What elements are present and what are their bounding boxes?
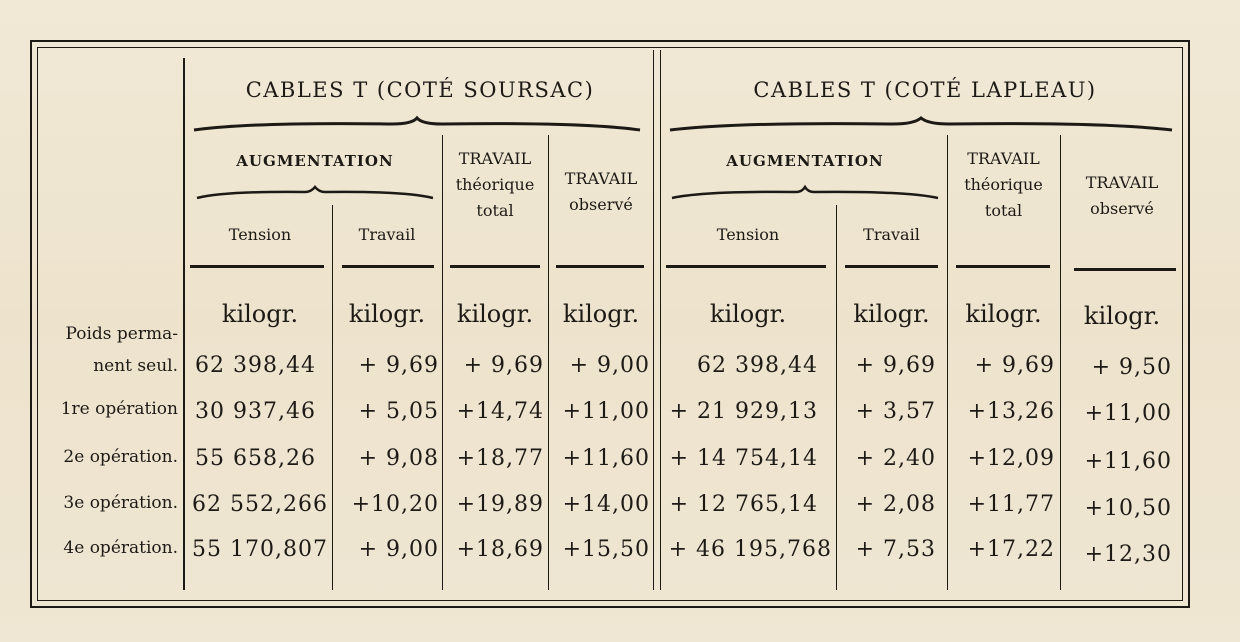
soursac-col-divider-2	[442, 135, 443, 590]
header-rule-4	[556, 265, 644, 268]
table-cell: 30 937,46	[195, 399, 316, 424]
table-cell: 62 398,44	[697, 353, 818, 378]
col-header-travail-theorique-lapleau: TRAVAIL théorique total	[964, 149, 1043, 220]
table-cell: + 9,08	[358, 446, 439, 471]
table-cell: + 21 929,13	[669, 399, 818, 424]
group-divider-right	[660, 50, 661, 590]
table-cell: + 2,08	[855, 492, 936, 517]
unit-lapleau-tension: kilogr.	[709, 300, 787, 328]
table-cell: +11,60	[562, 446, 650, 471]
table-cell: + 9,00	[358, 537, 439, 562]
row-label-operation-1: 1re opération	[60, 399, 178, 419]
table-cell: + 9,50	[1091, 355, 1172, 380]
table-cell: + 5,05	[358, 399, 439, 424]
unit-soursac-observe: kilogr.	[562, 300, 640, 328]
table-cell: + 14 754,14	[669, 446, 818, 471]
unit-soursac-travail: kilogr.	[348, 300, 426, 328]
table-cell: +14,74	[456, 399, 544, 424]
table-cell: + 46 195,768	[668, 537, 832, 562]
table-cell: + 9,69	[855, 353, 936, 378]
header-rule-6	[845, 265, 938, 268]
brace-lapleau	[668, 116, 1174, 138]
table-cell: +12,09	[967, 446, 1055, 471]
group-divider-left	[653, 50, 654, 590]
table-cell: + 7,53	[855, 537, 936, 562]
table-cell: + 9,69	[463, 353, 544, 378]
brace-augmentation-soursac	[195, 186, 435, 204]
table-cell: +11,60	[1084, 449, 1172, 474]
table-cell: 62 552,266	[192, 492, 328, 517]
lapleau-col-divider-3	[1060, 135, 1061, 590]
table-cell: + 12 765,14	[669, 492, 818, 517]
row-label-poids-permanent: Poids perma- nent seul.	[65, 324, 178, 376]
row-label-operation-3: 3e opération.	[63, 493, 178, 513]
table-cell: +10,20	[351, 492, 439, 517]
table-cell: +11,00	[562, 399, 650, 424]
augmentation-header-lapleau: AUGMENTATION	[726, 152, 884, 170]
table-cell: +12,30	[1084, 542, 1172, 567]
brace-soursac	[192, 116, 642, 138]
label-column-divider	[183, 58, 185, 590]
table-cell: +11,00	[1084, 401, 1172, 426]
augmentation-header-soursac: AUGMENTATION	[236, 152, 394, 170]
unit-lapleau-observe: kilogr.	[1083, 302, 1161, 330]
table-cell: +11,77	[967, 492, 1055, 517]
row-label-operation-4: 4e opération.	[63, 538, 178, 558]
table-cell: + 2,40	[855, 446, 936, 471]
table-cell: + 3,57	[855, 399, 936, 424]
table-cell: +18,69	[456, 537, 544, 562]
table-cell: 55 170,807	[192, 537, 328, 562]
table-cell: +18,77	[456, 446, 544, 471]
header-rule-7	[956, 265, 1050, 268]
unit-lapleau-theorique: kilogr.	[965, 300, 1042, 328]
col-header-travail-theorique-soursac: TRAVAIL théorique total	[455, 149, 535, 220]
group-title-soursac: CABLES T (COTÉ SOURSAC)	[245, 78, 595, 102]
table-cell: +19,89	[456, 492, 544, 517]
table-cell: + 9,69	[974, 353, 1055, 378]
table-cell: + 9,69	[358, 353, 439, 378]
header-rule-5	[666, 265, 826, 268]
table-cell: +14,00	[562, 492, 650, 517]
table-cell: 55 658,26	[195, 446, 316, 471]
table-cell: +15,50	[562, 537, 650, 562]
unit-soursac-theorique: kilogr.	[456, 300, 534, 328]
soursac-col-divider-1	[332, 205, 333, 590]
table-cell: + 9,00	[569, 353, 650, 378]
col-header-tension-lapleau: Tension	[716, 225, 780, 244]
header-rule-8	[1074, 268, 1176, 271]
header-rule-2	[342, 265, 434, 268]
soursac-col-divider-3	[548, 135, 549, 590]
brace-augmentation-lapleau	[670, 186, 940, 204]
lapleau-col-divider-1	[836, 205, 837, 590]
col-header-travail-lapleau: Travail	[863, 225, 920, 244]
header-rule-1	[190, 265, 324, 268]
group-title-lapleau: CABLES T (COTÉ LAPLEAU)	[753, 78, 1097, 102]
col-header-tension-soursac: Tension	[228, 225, 292, 244]
lapleau-col-divider-2	[947, 135, 948, 590]
unit-soursac-tension: kilogr.	[221, 300, 299, 328]
table-cell: +13,26	[967, 399, 1055, 424]
col-header-travail-observe-lapleau: TRAVAIL observé	[1085, 173, 1159, 218]
table-cell: +17,22	[967, 537, 1055, 562]
table-cell: +10,50	[1084, 496, 1172, 521]
header-rule-3	[450, 265, 540, 268]
unit-lapleau-travail: kilogr.	[853, 300, 930, 328]
col-header-travail-soursac: Travail	[358, 225, 416, 244]
row-label-operation-2: 2e opération.	[63, 447, 178, 467]
col-header-travail-observe-soursac: TRAVAIL observé	[564, 169, 638, 214]
table-cell: 62 398,44	[195, 353, 316, 378]
